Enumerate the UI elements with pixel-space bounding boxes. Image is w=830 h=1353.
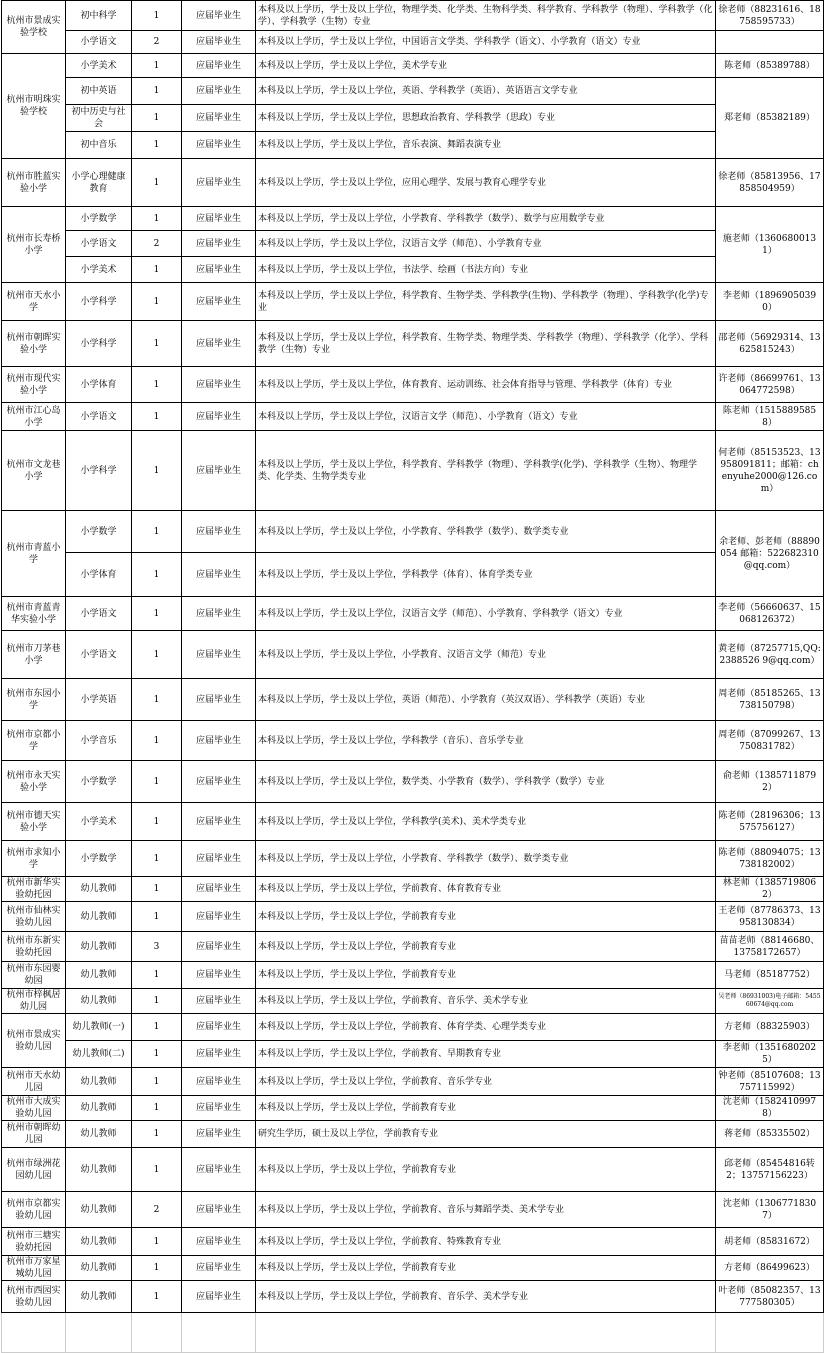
count-cell: 1 bbox=[132, 989, 182, 1014]
count-cell: 1 bbox=[132, 841, 182, 877]
contact-cell: 沈老师（13067718307） bbox=[716, 1192, 824, 1228]
school-name-cell: 杭州市天水幼儿园 bbox=[2, 1068, 66, 1096]
type-cell: 应届毕业生 bbox=[182, 1281, 256, 1313]
type-cell: 应届毕业生 bbox=[182, 1041, 256, 1068]
count-cell: 1 bbox=[132, 257, 182, 283]
contact-cell: 余老师、彭老师（88890054 邮箱：522682310@qq.com） bbox=[716, 511, 824, 597]
count-cell: 1 bbox=[132, 962, 182, 989]
requirement-cell: 本科及以上学历，学士及以上学位，体育教育、运动训练、社会体育指导与管理、学科教学（体育）专业 bbox=[256, 367, 716, 403]
count-cell: 1 bbox=[132, 1121, 182, 1148]
contact-cell: 陈老师（85389788） bbox=[716, 54, 824, 78]
position-cell: 小学英语 bbox=[66, 679, 132, 721]
type-cell: 应届毕业生 bbox=[182, 1121, 256, 1148]
type-cell: 应届毕业生 bbox=[182, 54, 256, 78]
contact-cell: 李老师（18969050390） bbox=[716, 283, 824, 321]
position-cell: 小学语文 bbox=[66, 597, 132, 631]
school-name-cell: 杭州市京都实验幼儿园 bbox=[2, 1192, 66, 1228]
requirement-cell: 本科及以上学历，学士及以上学位，美术学专业 bbox=[256, 54, 716, 78]
table-row bbox=[2, 511, 824, 553]
school-name-cell: 杭州市文龙巷小学 bbox=[2, 431, 66, 511]
school-name-cell: 杭州市景成实验学校 bbox=[2, 1, 66, 54]
table-row bbox=[2, 962, 824, 989]
contact-cell: 林老师（13857198062） bbox=[716, 877, 824, 902]
contact-cell: 陈老师（88094075；13738182002） bbox=[716, 841, 824, 877]
school-name-cell: 杭州市江心岛小学 bbox=[2, 403, 66, 431]
count-cell: 1 bbox=[132, 1, 182, 31]
position-cell: 小学科学 bbox=[66, 321, 132, 367]
contact-cell: 许老师（86699761、13064772598） bbox=[716, 367, 824, 403]
count-cell: 1 bbox=[132, 1281, 182, 1313]
position-cell: 小学美术 bbox=[66, 257, 132, 283]
table-row bbox=[2, 231, 824, 257]
type-cell: 应届毕业生 bbox=[182, 1096, 256, 1121]
school-name-cell: 杭州市景成实验幼儿园 bbox=[2, 1014, 66, 1068]
contact-cell: 蒋老师（85335502） bbox=[716, 1121, 824, 1148]
contact-cell: 钟老师（85107608；13757115992） bbox=[716, 1068, 824, 1096]
position-cell: 小学语文 bbox=[66, 403, 132, 431]
requirement-cell: 本科及以上学历，学士及以上学位，学前教育专业 bbox=[256, 932, 716, 962]
requirement-cell: 本科及以上学历，学士及以上学位，学前教育、早期教育专业 bbox=[256, 1041, 716, 1068]
count-cell: 2 bbox=[132, 31, 182, 54]
contact-cell: 陈老师（28196306；13575756127） bbox=[716, 803, 824, 841]
school-name-cell: 杭州市绿洲花园幼儿园 bbox=[2, 1148, 66, 1192]
count-cell: 1 bbox=[132, 403, 182, 431]
requirement-cell: 本科及以上学历，学士及以上学位，思想政治教育、学科教学（思政）专业 bbox=[256, 105, 716, 132]
requirement-cell: 本科及以上学历，学士及以上学位，学前教育专业 bbox=[256, 1096, 716, 1121]
table-row bbox=[2, 403, 824, 431]
position-cell: 幼儿教师(二) bbox=[66, 1041, 132, 1068]
position-cell: 小学数学 bbox=[66, 841, 132, 877]
type-cell: 应届毕业生 bbox=[182, 962, 256, 989]
position-cell: 小学数学 bbox=[66, 207, 132, 231]
position-cell: 小学美术 bbox=[66, 803, 132, 841]
table-row bbox=[2, 207, 824, 231]
table-row bbox=[2, 1, 824, 31]
count-cell: 1 bbox=[132, 597, 182, 631]
table-row bbox=[2, 1256, 824, 1281]
empty-cell bbox=[66, 1313, 132, 1353]
position-cell: 小学科学 bbox=[66, 431, 132, 511]
requirement-cell: 本科及以上学历，学士及以上学位，汉语言文学（师范）、小学教育（语文）专业 bbox=[256, 403, 716, 431]
position-cell: 幼儿教师 bbox=[66, 902, 132, 932]
table-row bbox=[2, 321, 824, 367]
contact-cell: 黄老师（87257715,QQ:2388526 9@qq.com） bbox=[716, 631, 824, 679]
table-row bbox=[2, 721, 824, 761]
count-cell: 1 bbox=[132, 761, 182, 803]
table-row bbox=[2, 367, 824, 403]
school-name-cell: 杭州市现代实验小学 bbox=[2, 367, 66, 403]
type-cell: 应届毕业生 bbox=[182, 932, 256, 962]
count-cell: 1 bbox=[132, 1041, 182, 1068]
school-name-cell: 杭州市青蓝小学 bbox=[2, 511, 66, 597]
type-cell: 应届毕业生 bbox=[182, 132, 256, 159]
empty-cell bbox=[256, 1313, 716, 1353]
contact-cell: 陈老师（15158895858） bbox=[716, 403, 824, 431]
recruitment-table bbox=[1, 0, 824, 1353]
requirement-cell: 本科及以上学历，学士及以上学位，科学教育、学科教学（物理）、学科教学(化学)、学科教学（生物）、物理学类、化学类、生物学类专业 bbox=[256, 431, 716, 511]
position-cell: 幼儿教师 bbox=[66, 1281, 132, 1313]
requirement-cell: 本科及以上学历，学士及以上学位，学前教育专业 bbox=[256, 1148, 716, 1192]
table-row bbox=[2, 1281, 824, 1313]
type-cell: 应届毕业生 bbox=[182, 877, 256, 902]
requirement-cell: 本科及以上学历，学士及以上学位，科学教育、生物学类、物理学类、学科教学（物理）、学科教学（化学）、学科教学（生物）专业 bbox=[256, 321, 716, 367]
type-cell: 应届毕业生 bbox=[182, 1014, 256, 1041]
requirement-cell: 本科及以上学历，学士及以上学位，小学教育、汉语言文学（师范）专业 bbox=[256, 631, 716, 679]
requirement-cell: 本科及以上学历，学士及以上学位，小学教育、学科教学（数学）、数学与应用数学专业 bbox=[256, 207, 716, 231]
count-cell: 2 bbox=[132, 231, 182, 257]
requirement-cell: 本科及以上学历，学士及以上学位，英语、学科教学（英语）、英语语言文学专业 bbox=[256, 78, 716, 105]
type-cell: 应届毕业生 bbox=[182, 257, 256, 283]
type-cell: 应届毕业生 bbox=[182, 597, 256, 631]
contact-cell: 邵老师（56929314、13625815243） bbox=[716, 321, 824, 367]
type-cell: 应届毕业生 bbox=[182, 105, 256, 132]
type-cell: 应届毕业生 bbox=[182, 431, 256, 511]
school-name-cell: 杭州市胜蓝实验小学 bbox=[2, 159, 66, 207]
type-cell: 应届毕业生 bbox=[182, 1228, 256, 1256]
school-name-cell: 杭州市德天实验小学 bbox=[2, 803, 66, 841]
table-row bbox=[2, 1192, 824, 1228]
requirement-cell: 本科及以上学历，学士及以上学位，学前教育、音乐学、美术学专业 bbox=[256, 1281, 716, 1313]
requirement-cell: 本科及以上学历，学士及以上学位，汉语言文学（师范）、小学教育专业 bbox=[256, 231, 716, 257]
count-cell: 1 bbox=[132, 105, 182, 132]
position-cell: 幼儿教师 bbox=[66, 1096, 132, 1121]
count-cell: 1 bbox=[132, 367, 182, 403]
requirement-cell: 本科及以上学历，学士及以上学位，学前教育、音乐与舞蹈学类、美术学专业 bbox=[256, 1192, 716, 1228]
contact-cell: 李老师（13516802025） bbox=[716, 1041, 824, 1068]
table-row bbox=[2, 631, 824, 679]
count-cell: 1 bbox=[132, 207, 182, 231]
count-cell: 1 bbox=[132, 132, 182, 159]
empty-cell bbox=[182, 1313, 256, 1353]
table-row bbox=[2, 1148, 824, 1192]
table-row bbox=[2, 159, 824, 207]
requirement-cell: 本科及以上学历，学士及以上学位，汉语言文学（师范）、小学教育、学科教学（语文）专业 bbox=[256, 597, 716, 631]
count-cell: 1 bbox=[132, 1228, 182, 1256]
count-cell: 1 bbox=[132, 1068, 182, 1096]
count-cell: 1 bbox=[132, 283, 182, 321]
type-cell: 应届毕业生 bbox=[182, 1256, 256, 1281]
position-cell: 小学语文 bbox=[66, 231, 132, 257]
position-cell: 初中历史与社会 bbox=[66, 105, 132, 132]
count-cell: 1 bbox=[132, 877, 182, 902]
table-row bbox=[2, 932, 824, 962]
contact-cell: 施老师（13606800131） bbox=[716, 207, 824, 283]
school-name-cell: 杭州市新华实验幼托园 bbox=[2, 877, 66, 902]
requirement-cell: 本科及以上学历，学士及以上学位，学前教育专业 bbox=[256, 1256, 716, 1281]
school-name-cell: 杭州市西园实验幼儿园 bbox=[2, 1281, 66, 1313]
position-cell: 小学心理健康教育 bbox=[66, 159, 132, 207]
contact-cell: 沈老师（15824109978） bbox=[716, 1096, 824, 1121]
requirement-cell: 本科及以上学历，学士及以上学位，物理学类、化学类、生物科学类、科学教育、学科教学（物理）、学科教学（化学）、学科教学（生物）专业 bbox=[256, 1, 716, 31]
table-row bbox=[2, 1096, 824, 1121]
school-name-cell: 杭州市刀茅巷小学 bbox=[2, 631, 66, 679]
table-row bbox=[2, 31, 824, 54]
count-cell: 1 bbox=[132, 803, 182, 841]
count-cell: 1 bbox=[132, 54, 182, 78]
type-cell: 应届毕业生 bbox=[182, 78, 256, 105]
school-name-cell: 杭州市长寿桥小学 bbox=[2, 207, 66, 283]
count-cell: 1 bbox=[132, 159, 182, 207]
contact-cell: 王老师（87786373、13958130834） bbox=[716, 902, 824, 932]
count-cell: 1 bbox=[132, 1148, 182, 1192]
contact-cell: 方老师（86499623） bbox=[716, 1256, 824, 1281]
contact-cell: 胡老师（85831672） bbox=[716, 1228, 824, 1256]
table-row bbox=[2, 257, 824, 283]
table-row bbox=[2, 597, 824, 631]
count-cell: 3 bbox=[132, 932, 182, 962]
empty-cell bbox=[2, 1313, 66, 1353]
table-row bbox=[2, 1068, 824, 1096]
count-cell: 1 bbox=[132, 631, 182, 679]
requirement-cell: 本科及以上学历，学士及以上学位，英语（师范）、小学教育（英汉双语）、学科教学（英语）专业 bbox=[256, 679, 716, 721]
position-cell: 幼儿教师(一) bbox=[66, 1014, 132, 1041]
school-name-cell: 杭州市万家星城幼儿园 bbox=[2, 1256, 66, 1281]
position-cell: 幼儿教师 bbox=[66, 989, 132, 1014]
count-cell: 1 bbox=[132, 902, 182, 932]
table-row bbox=[2, 1228, 824, 1256]
school-name-cell: 杭州市东新实验幼托园 bbox=[2, 932, 66, 962]
requirement-cell: 本科及以上学历，学士及以上学位，学前教育、体育教育专业 bbox=[256, 877, 716, 902]
type-cell: 应届毕业生 bbox=[182, 803, 256, 841]
requirement-cell: 本科及以上学历，学士及以上学位，学科教学（音乐）、音乐学专业 bbox=[256, 721, 716, 761]
contact-cell: 周老师（87099267、13750831782） bbox=[716, 721, 824, 761]
requirement-cell: 本科及以上学历，学士及以上学位，学前教育、体育学类、心理学类专业 bbox=[256, 1014, 716, 1041]
table-row bbox=[2, 54, 824, 78]
position-cell: 幼儿教师 bbox=[66, 1228, 132, 1256]
requirement-cell: 本科及以上学历，学士及以上学位，科学教育、生物学类、学科教学(生物)、学科教学（物理）、学科教学(化学)专业 bbox=[256, 283, 716, 321]
count-cell: 1 bbox=[132, 511, 182, 553]
position-cell: 小学美术 bbox=[66, 54, 132, 78]
school-name-cell: 杭州市京都小学 bbox=[2, 721, 66, 761]
empty-cell bbox=[716, 1313, 824, 1353]
position-cell: 小学数学 bbox=[66, 511, 132, 553]
count-cell: 1 bbox=[132, 431, 182, 511]
type-cell: 应届毕业生 bbox=[182, 1, 256, 31]
type-cell: 应届毕业生 bbox=[182, 1148, 256, 1192]
count-cell: 1 bbox=[132, 721, 182, 761]
position-cell: 幼儿教师 bbox=[66, 1192, 132, 1228]
contact-cell: 邱老师（85454816转2；13757156223） bbox=[716, 1148, 824, 1192]
table-row bbox=[2, 841, 824, 877]
type-cell: 应届毕业生 bbox=[182, 403, 256, 431]
contact-cell: 马老师（85187752） bbox=[716, 962, 824, 989]
type-cell: 应届毕业生 bbox=[182, 367, 256, 403]
type-cell: 应届毕业生 bbox=[182, 1192, 256, 1228]
type-cell: 应届毕业生 bbox=[182, 721, 256, 761]
position-cell: 小学语文 bbox=[66, 631, 132, 679]
contact-cell: 徐老师（85813956、17858504959） bbox=[716, 159, 824, 207]
count-cell: 1 bbox=[132, 1256, 182, 1281]
school-name-cell: 杭州市永天实验小学 bbox=[2, 761, 66, 803]
school-name-cell: 杭州市仙林实验幼儿园 bbox=[2, 902, 66, 932]
requirement-cell: 本科及以上学历，学士及以上学位，学科教学（体育）、体育学类专业 bbox=[256, 553, 716, 597]
table-row bbox=[2, 803, 824, 841]
table-row bbox=[2, 553, 824, 597]
table-row bbox=[2, 761, 824, 803]
table-row bbox=[2, 431, 824, 511]
position-cell: 幼儿教师 bbox=[66, 877, 132, 902]
position-cell: 初中英语 bbox=[66, 78, 132, 105]
requirement-cell: 本科及以上学历，学士及以上学位，学前教育、音乐学、美术学专业 bbox=[256, 989, 716, 1014]
school-name-cell: 杭州市东园小学 bbox=[2, 679, 66, 721]
position-cell: 小学体育 bbox=[66, 367, 132, 403]
school-name-cell: 杭州市朝晖幼儿园 bbox=[2, 1121, 66, 1148]
school-name-cell: 杭州市东园婴幼园 bbox=[2, 962, 66, 989]
school-name-cell: 杭州市梓枫居幼儿园 bbox=[2, 989, 66, 1014]
table-row bbox=[2, 283, 824, 321]
table-row bbox=[2, 132, 824, 159]
table-row bbox=[2, 78, 824, 105]
requirement-cell: 研究生学历，硕士及以上学位，学前教育专业 bbox=[256, 1121, 716, 1148]
position-cell: 幼儿教师 bbox=[66, 1121, 132, 1148]
table-row bbox=[2, 902, 824, 932]
contact-cell: 何老师（85153523、13958091811；邮箱：chenyuhe2000@126.com） bbox=[716, 431, 824, 511]
type-cell: 应届毕业生 bbox=[182, 761, 256, 803]
table-row bbox=[2, 877, 824, 902]
school-name-cell: 杭州市天水小学 bbox=[2, 283, 66, 321]
requirement-cell: 本科及以上学历，学士及以上学位，学科教学(美术)、美术学类专业 bbox=[256, 803, 716, 841]
type-cell: 应届毕业生 bbox=[182, 511, 256, 553]
type-cell: 应届毕业生 bbox=[182, 159, 256, 207]
requirement-cell: 本科及以上学历，学士及以上学位，数学类、小学教育（数学）、学科教学（数学）专业 bbox=[256, 761, 716, 803]
position-cell: 小学语文 bbox=[66, 31, 132, 54]
table-row bbox=[2, 679, 824, 721]
type-cell: 应届毕业生 bbox=[182, 902, 256, 932]
type-cell: 应届毕业生 bbox=[182, 679, 256, 721]
count-cell: 1 bbox=[132, 553, 182, 597]
requirement-cell: 本科及以上学历，学士及以上学位，小学教育、学科教学（数学）、数学类专业 bbox=[256, 841, 716, 877]
school-name-cell: 杭州市大成实验幼儿园 bbox=[2, 1096, 66, 1121]
empty-row bbox=[2, 1313, 824, 1353]
empty-cell bbox=[132, 1313, 182, 1353]
position-cell: 小学科学 bbox=[66, 283, 132, 321]
position-cell: 幼儿教师 bbox=[66, 1068, 132, 1096]
count-cell: 1 bbox=[132, 321, 182, 367]
school-name-cell: 杭州市青蓝青华实验小学 bbox=[2, 597, 66, 631]
requirement-cell: 本科及以上学历，学士及以上学位，应用心理学、发展与教育心理学专业 bbox=[256, 159, 716, 207]
requirement-cell: 本科及以上学历，学士及以上学位，学前教育、音乐学专业 bbox=[256, 1068, 716, 1096]
type-cell: 应届毕业生 bbox=[182, 553, 256, 597]
position-cell: 幼儿教师 bbox=[66, 932, 132, 962]
requirement-cell: 本科及以上学历，学士及以上学位，中国语言文学类、学科教学（语文）、小学教育（语文）专业 bbox=[256, 31, 716, 54]
count-cell: 1 bbox=[132, 1096, 182, 1121]
position-cell: 小学音乐 bbox=[66, 721, 132, 761]
position-cell: 小学体育 bbox=[66, 553, 132, 597]
table-row bbox=[2, 1014, 824, 1041]
requirement-cell: 本科及以上学历，学士及以上学位，小学教育、学科教学（数学）、数学类专业 bbox=[256, 511, 716, 553]
table-row bbox=[2, 105, 824, 132]
position-cell: 幼儿教师 bbox=[66, 1148, 132, 1192]
table-row bbox=[2, 989, 824, 1014]
table-row bbox=[2, 1121, 824, 1148]
contact-cell: 郑老师（85382189） bbox=[716, 78, 824, 159]
table-row bbox=[2, 1041, 824, 1068]
contact-cell: 徐老师（88231616、18758595733） bbox=[716, 1, 824, 31]
contact-cell: 李老师（56660637、15068126372） bbox=[716, 597, 824, 631]
requirement-cell: 本科及以上学历，学士及以上学位，学前教育专业 bbox=[256, 902, 716, 932]
type-cell: 应届毕业生 bbox=[182, 631, 256, 679]
school-name-cell: 杭州市明珠实验学校 bbox=[2, 54, 66, 159]
position-cell: 初中科学 bbox=[66, 1, 132, 31]
contact-cell: 苗苗老师（88146680、13758172657） bbox=[716, 932, 824, 962]
type-cell: 应届毕业生 bbox=[182, 31, 256, 54]
type-cell: 应届毕业生 bbox=[182, 841, 256, 877]
type-cell: 应届毕业生 bbox=[182, 1068, 256, 1096]
type-cell: 应届毕业生 bbox=[182, 283, 256, 321]
contact-cell: 方老师（88325903） bbox=[716, 1014, 824, 1041]
requirement-cell: 本科及以上学历，学士及以上学位，学前教育专业 bbox=[256, 962, 716, 989]
count-cell: 2 bbox=[132, 1192, 182, 1228]
type-cell: 应届毕业生 bbox=[182, 207, 256, 231]
position-cell: 幼儿教师 bbox=[66, 962, 132, 989]
position-cell: 幼儿教师 bbox=[66, 1256, 132, 1281]
type-cell: 应届毕业生 bbox=[182, 321, 256, 367]
count-cell: 1 bbox=[132, 1014, 182, 1041]
school-name-cell: 杭州市三塘实验幼托园 bbox=[2, 1228, 66, 1256]
requirement-cell: 本科及以上学历，学士及以上学位，音乐表演、舞蹈表演专业 bbox=[256, 132, 716, 159]
position-cell: 小学数学 bbox=[66, 761, 132, 803]
count-cell: 1 bbox=[132, 679, 182, 721]
requirement-cell: 本科及以上学历，学士及以上学位，书法学、绘画（书法方向）专业 bbox=[256, 257, 716, 283]
contact-cell: 周老师（85185265、13738150798） bbox=[716, 679, 824, 721]
count-cell: 1 bbox=[132, 78, 182, 105]
position-cell: 初中音乐 bbox=[66, 132, 132, 159]
contact-cell: 俞老师（13857118792） bbox=[716, 761, 824, 803]
requirement-cell: 本科及以上学历，学士及以上学位，学前教育、特殊教育专业 bbox=[256, 1228, 716, 1256]
contact-cell: 吴老师（86931003)电子邮箱：545560674@qq.com bbox=[716, 989, 824, 1014]
contact-cell bbox=[716, 31, 824, 54]
contact-cell: 叶老师（85082357、13777580305） bbox=[716, 1281, 824, 1313]
school-name-cell: 杭州市朝晖实验小学 bbox=[2, 321, 66, 367]
type-cell: 应届毕业生 bbox=[182, 989, 256, 1014]
type-cell: 应届毕业生 bbox=[182, 231, 256, 257]
school-name-cell: 杭州市求知小学 bbox=[2, 841, 66, 877]
